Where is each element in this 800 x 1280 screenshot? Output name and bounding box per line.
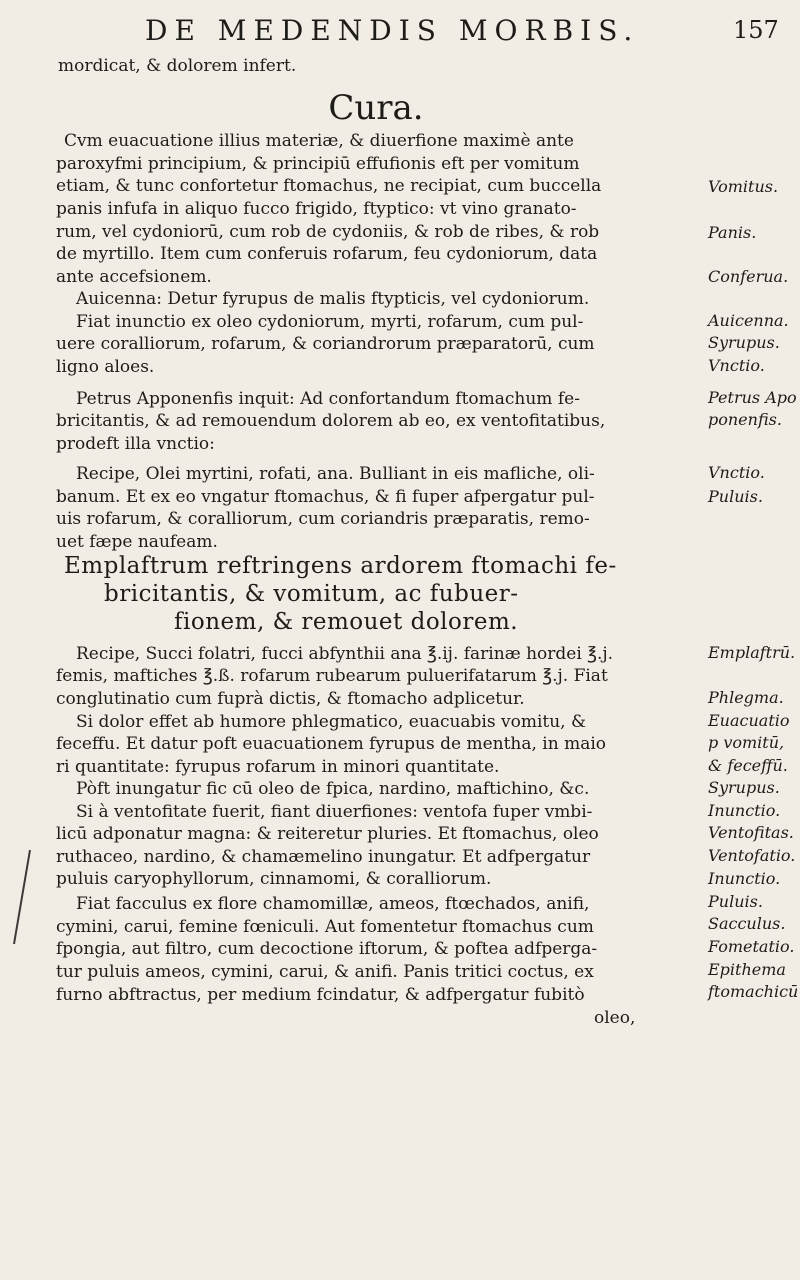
margin-note: Vomitus. xyxy=(708,177,779,196)
margin-note: Vnctio. xyxy=(708,463,765,482)
text-line: rum, vel cydoniorū, cum rob de cydoniis, & rob de ribes, & rob xyxy=(56,222,600,242)
handwritten-slash-mark xyxy=(10,848,34,948)
text-line: cymini, carui, femine fœniculi. Aut fomentetur ftomachus cum xyxy=(56,917,594,937)
text-line: oleo, xyxy=(594,1008,636,1028)
text-line: uis rofarum, & coralliorum, cum coriandris præparatis, remo- xyxy=(56,509,590,529)
margin-note: Syrupus. xyxy=(708,333,780,352)
text-line: fpongia, aut filtro, cum decoctione iftorum, & poftea adfperga- xyxy=(56,939,598,959)
text-line: Cvm euacuatione illius materiæ, & diuerfione maximè ante xyxy=(64,131,574,151)
margin-note: Emplaftrū. xyxy=(708,643,796,662)
text-line: Recipe, Olei myrtini, rofati, ana. Bulliant in eis mafliche, oli- xyxy=(76,464,595,484)
margin-note: Vnctio. xyxy=(708,356,765,375)
section-heading: Cura. xyxy=(328,88,424,128)
margin-note: Ventofatio. xyxy=(708,846,796,865)
margin-note: Inunctio. xyxy=(708,801,781,820)
margin-note: Puluis. xyxy=(708,487,763,506)
section-title-line: Emplaftrum reftringens ardorem ftomachi fe- xyxy=(64,553,617,579)
page-number: 157 xyxy=(733,16,779,44)
text-line: feceffu. Et datur poft euacuationem fyrupus de mentha, in maio xyxy=(56,734,607,754)
margin-note: p vomitū, xyxy=(708,733,785,752)
text-line: tur puluis ameos, cymini, carui, & anifi. Panis tritici coctus, ex xyxy=(56,962,594,982)
margin-note: Epithema xyxy=(708,960,786,979)
text-line: Si à ventofitate fuerit, fiant diuerfiones: ventofa fuper vmbi- xyxy=(76,802,593,822)
text-line: Petrus Apponenfis inquit: Ad confortandum ftomachum fe- xyxy=(76,389,580,409)
margin-note: Auicenna. xyxy=(708,311,789,330)
running-title: DE MEDENDIS MORBIS. xyxy=(145,14,640,47)
margin-note: Panis. xyxy=(708,223,757,242)
text-line: furno abftractus, per medium fcindatur, & adfpergatur fubitò xyxy=(56,985,585,1005)
text-line: de myrtillo. Item cum conferuis rofarum, feu cydoniorum, data xyxy=(56,244,598,264)
text-line: Auicenna: Detur fyrupus de malis ftypticis, vel cydoniorum. xyxy=(76,289,590,309)
margin-note: Syrupus. xyxy=(708,778,780,797)
section-title-line: bricitantis, & vomitum, ac fubuer- xyxy=(104,581,519,607)
text-line: Si dolor effet ab humore phlegmatico, euacuabis vomitu, & xyxy=(76,712,587,732)
section-title-line: fionem, & remouet dolorem. xyxy=(174,609,519,635)
text-line: Fiat inunctio ex oleo cydoniorum, myrti, rofarum, cum pul- xyxy=(76,312,584,332)
text-line: panis infufa in aliquo fucco frigido, ftyptico: vt vino granato- xyxy=(56,199,577,219)
text-line: uere coralliorum, rofarum, & coriandrorum præparatorū, cum xyxy=(56,334,595,354)
text-line: etiam, & tunc confortetur ftomachus, ne recipiat, cum buccella xyxy=(56,176,602,196)
text-line: ruthaceo, nardino, & chamæmelino inungatur. Et adfpergatur xyxy=(56,847,591,867)
margin-note: ponenfis. xyxy=(708,410,782,429)
margin-note: Euacuatio xyxy=(708,711,790,730)
text-line: paroxyfmi principium, & principiū effufionis eft per vomitum xyxy=(56,154,580,174)
text-line: Pòft inungatur fic cū oleo de fpica, nardino, maftichino, &c. xyxy=(76,779,590,799)
margin-note: Ventofitas. xyxy=(708,823,794,842)
margin-note: Petrus Apo xyxy=(708,388,797,407)
text-line: ligno aloes. xyxy=(56,357,155,377)
margin-note: Phlegma. xyxy=(708,688,784,707)
text-line: licū adponatur magna: & reiteretur pluries. Et ftomachus, oleo xyxy=(56,824,599,844)
text-line: Fiat facculus ex flore chamomillæ, ameos, ftœchados, anifi, xyxy=(76,894,590,914)
margin-note: Puluis. xyxy=(708,892,763,911)
text-line: Recipe, Succi folatri, fucci abfynthii ana ℥.ij. farinæ hordei ℥.j. xyxy=(76,644,614,664)
margin-note: Inunctio. xyxy=(708,869,781,888)
margin-note: ftomachicū xyxy=(708,982,799,1001)
text-line: banum. Et ex eo vngatur ftomachus, & fi fuper afpergatur pul- xyxy=(56,487,595,507)
text-line: puluis caryophyllorum, cinnamomi, & coralliorum. xyxy=(56,869,492,889)
text-line: ante accefsionem. xyxy=(56,267,212,287)
margin-note: & feceffū. xyxy=(708,756,788,775)
text-line: bricitantis, & ad remouendum dolorem ab eo, ex ventofitatibus, xyxy=(56,411,606,431)
text-line: uet fæpe naufeam. xyxy=(56,532,218,552)
text-line: mordicat, & dolorem infert. xyxy=(58,56,297,76)
text-line: femis, maftiches ℥.ß. rofarum rubearum puluerifatarum ℥.j. Fiat xyxy=(56,666,608,686)
text-line: prodeft illa vnctio: xyxy=(56,434,215,454)
margin-note: Sacculus. xyxy=(708,914,786,933)
text-line: conglutinatio cum fuprà dictis, & ftomacho adplicetur. xyxy=(56,689,525,709)
margin-note: Conferua. xyxy=(708,267,789,286)
text-line: ri quantitate: fyrupus rofarum in minori quantitate. xyxy=(56,757,500,777)
margin-note: Fometatio. xyxy=(708,937,795,956)
